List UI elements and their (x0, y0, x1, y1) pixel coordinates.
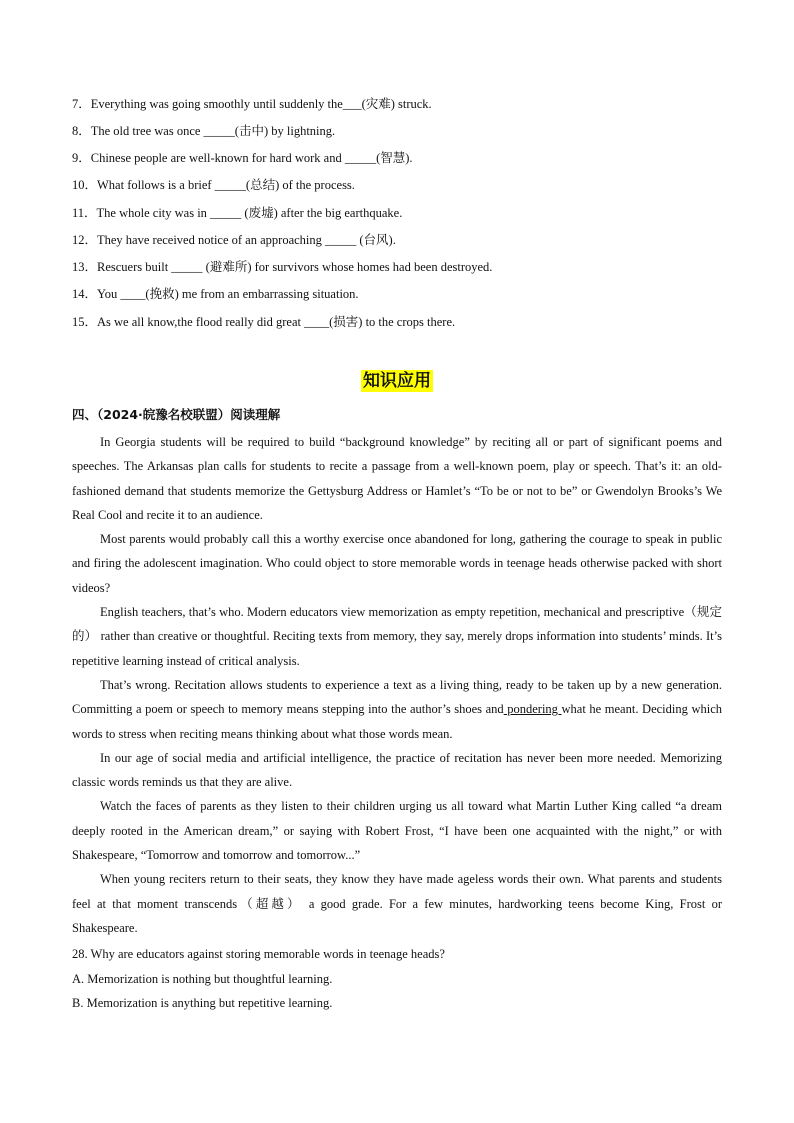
question-option-b: B. Memorization is anything but repetitive learning. (72, 996, 333, 1010)
section-heading: 知识应用 (363, 371, 431, 391)
exercise-item-11: 11．The whole city was in _____ (废墟) after the big earthquake. (72, 206, 403, 220)
question-stem: 28. Why are educators against storing memorable words in teenage heads? (72, 947, 445, 961)
exercise-item-13: 13．Rescuers built _____ (避难所) for survivors whose homes had been destroyed. (72, 260, 493, 274)
paragraph-4-start: That’s wrong. Recitation allows students to experience a text as a living thing, ready to be taken up by a new generation. Committing a poem or speech to memory means stepping into the author’s shoes and (72, 677, 722, 717)
underlined-word: pondering (503, 702, 562, 717)
passage-paragraph-4 (72, 673, 722, 746)
passage-paragraph-6: Watch the faces of parents as they listen to their children urging us all toward what Martin Luther King called “a dream deeply rooted in the American dream,” or saying with Robert Frost, “I have been one acquainted with the night,” or with Shakespeare, “Tomorrow and tomorrow and tomorrow...” (72, 799, 722, 863)
question-option-a: A. Memorization is nothing but thoughtful learning. (72, 972, 333, 986)
reading-passage (72, 430, 722, 940)
exercise-item-14: 14．You ____(挽救) me from an embarrassing situation. (72, 287, 359, 301)
paragraph-4-end: what he meant. Deciding which words to stress when reciting means thinking about what those words mean. (72, 702, 722, 741)
exercise-item-7: 7．Everything was going smoothly until suddenly the___(灾难) struck. (72, 97, 432, 111)
reading-section-title: 四、（2024·皖豫名校联盟）阅读理解 (72, 407, 281, 422)
exercise-item-10: 10．What follows is a brief _____(总结) of the process. (72, 178, 355, 192)
passage-paragraph-7: When young reciters return to their seats, they know they have made ageless words their own. What parents and students feel at that moment transcends（超越） a good grade. For a few minutes, hardworking teens become King, Frost or Shakespeare. (72, 872, 722, 935)
exercise-item-9: 9．Chinese people are well-known for hard work and _____(智慧). (72, 151, 413, 165)
passage-paragraph-2: Most parents would probably call this a worthy exercise once abandoned for long, gathering the courage to speak in public and firing the adolescent imagination. Who could object to store memorable words in teenage heads otherwise packed with short videos? (72, 532, 722, 595)
heading-container (0, 370, 794, 392)
passage-paragraph-3: English teachers, that’s who. Modern educators view memorization as empty repetition, mechanical and prescriptive（规定的） rather than creative or thoughtful. Reciting texts from memory, they say, merely drops information into students’ minds. It’s repetitive learning instead of critical analysis. (72, 605, 722, 668)
exercise-item-12: 12．They have received notice of an approaching _____ (台风). (72, 233, 396, 247)
passage-paragraph-1: In Georgia students will be required to build “background knowledge” by reciting all or part of significant poems and speeches. The Arkansas plan calls for students to recite a passage from a well-known poem, play or speech. That’s it: an old-fashioned demand that students memorize the Gettysburg Address or Hamlet’s “To be or not to be” or Gwendolyn Brooks’s We Real Cool and recite it to an audience. (72, 435, 722, 522)
exercise-item-8: 8．The old tree was once _____(击中) by lightning. (72, 124, 336, 138)
passage-paragraph-5: In our age of social media and artificial intelligence, the practice of recitation has never been more needed. Memorizing classic words reminds us that they are alive. (72, 750, 722, 790)
exercise-item-15: 15．As we all know,the flood really did great ____(损害) to the crops there. (72, 315, 456, 329)
